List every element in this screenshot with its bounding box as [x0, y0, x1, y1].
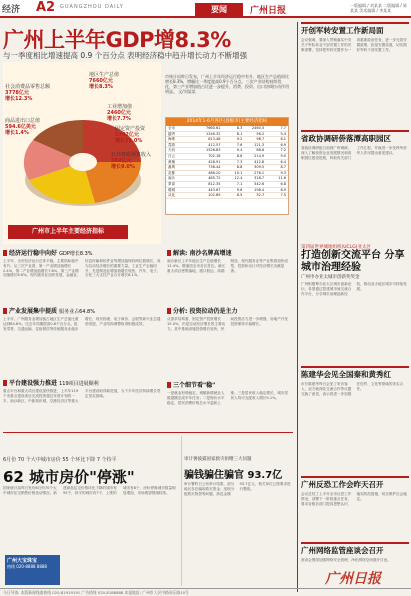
table-cell: 南沙: [168, 176, 175, 181]
section-title[interactable]: 分析: 投资拉动仍是主力: [167, 306, 291, 315]
table-cell: 9.0: [280, 153, 287, 158]
infographic-panel: [3, 62, 161, 244]
table-cell: 从化: [168, 193, 175, 198]
right-column: [297, 22, 409, 592]
section-body: 上半年，全市经济运行总体平稳，主要指标稳中有升。从三次产业看，第一产业增加值增长2.4%，第二产业增加值增长7.6%，第三产业增加值增长8.8%。现代服务业加快发展，金融业、信息传输和软件业等增加值保持两位数增长，成为拉动经济增长的重要力量。工业生产企稳回升，先进制造业增加值增长较快，汽车、电子、石化三大支柱产业合计增长8.1%。: [3, 259, 161, 278]
table-cell: 12.4: [234, 176, 243, 181]
table-cell: 309.5: [254, 165, 265, 170]
table-cell: 9.4: [236, 148, 243, 153]
edition-label: GUANGZHOU DAILY: [60, 4, 124, 10]
intro-source: 文/刘某某: [178, 89, 196, 94]
section-title[interactable]: 三个细节看"稳": [167, 380, 291, 389]
section-title[interactable]: [3, 378, 163, 387]
stat-growth: 增长9.0%: [111, 164, 135, 170]
table-cell: 荔湾: [168, 142, 175, 147]
table-cell: 7.2: [280, 148, 287, 153]
story-uclg-kicker: 第四届世界城地组织(UCLG)亚太区: [301, 245, 371, 250]
table-cell: 5.4: [280, 131, 287, 136]
section-title-text: 产业发展集中提质: [9, 308, 58, 315]
table-cell: 全市: [168, 126, 175, 130]
lead-subhead: 与一季度相比增速提高 0.9 个百分点 表明经济稳中趋升增长动力不断增强: [3, 51, 248, 60]
story-network-title[interactable]: 广州网络监管座谈会召开: [301, 542, 409, 556]
story-uclg-sub: 广州申办亚太城市创新奖奖金: [301, 275, 360, 280]
intro-paragraph: [165, 74, 289, 114]
table-cell: 198.4: [254, 187, 265, 192]
stat-label: 商品进出口总值: [5, 118, 41, 124]
stat-value: 1742亿元: [115, 132, 139, 138]
table-cell: 7.1: [236, 181, 243, 186]
table-cell: 8.1: [236, 131, 243, 136]
newspaper-logo: 广州日报: [325, 571, 381, 587]
story-antiterror-title[interactable]: 广州反恐工作会昨天召开: [301, 476, 409, 490]
section-investment: [167, 306, 291, 385]
lead-headline[interactable]: 广州上半年GDP增8.3%: [3, 28, 231, 52]
audit-headline[interactable]: 骗钱骗住骗官 93.7亿: [184, 470, 283, 481]
table-cell: 花都: [168, 170, 175, 175]
stat-label: 公共财政预算收入: [111, 152, 152, 158]
stat-growth: 增长12.3%: [5, 96, 33, 102]
table-cell: 7.6: [236, 142, 243, 147]
table-cell: 88.6: [256, 148, 265, 153]
story-military-body: 会议强调，要深入贯彻落实中央关于军队转业干部安置工作的决策部署，坚持把军转安置作为一项重要政治任务，进一步完善安置政策，拓宽安置渠道，切实做好军转干部安置工作。: [301, 38, 407, 52]
section-nansha: [167, 248, 291, 309]
table-cell: 9.2: [236, 137, 243, 142]
table-cell: 8.8: [236, 165, 243, 170]
table-cell: 8.1: [280, 137, 287, 142]
table-cell: 黄埔: [168, 159, 175, 164]
column-divider: [181, 436, 182, 586]
table-title: 2014年1-6月各区(县级市)主要经济指标: [166, 118, 288, 126]
section-body: 重点平台和重大项目建设加快推进，上半年119个市重点建设项目完成投资超过年度计划的一半，南沙新区、中新知识城、空港经济区等重大平台建设取得新进展，为下半年经济持续增长奠定坚实基础。: [3, 389, 161, 403]
stat-industry: [107, 104, 161, 122]
masthead-mini: 广州日报: [250, 6, 287, 16]
section-body: 上半年，广州服务业增加值占地区生产总值比重达到64.8%，比去年同期提高0.6个百分点。批发零售、交通运输、住宿餐饮等传统服务业稳步增长，现代物流、电子商务、会展等新兴业态蓬勃发展，产业结构调整取得积极成效。: [3, 317, 161, 331]
audit-subhead: 审计署披露国家救灾捐赠三大问题: [184, 457, 252, 462]
table-cell: 天河: [168, 148, 175, 153]
section-title[interactable]: [3, 248, 163, 257]
table-cell: 白云: [168, 153, 175, 158]
section-platform: [3, 378, 163, 433]
table-cell: 812.35: [208, 181, 221, 186]
section-title-text: 平台建设强力推进: [9, 380, 58, 387]
table-cell: 7.5: [280, 193, 287, 198]
stat-value: 2460亿元: [107, 110, 131, 116]
section-economy: [3, 248, 163, 309]
story-antiterror-body: 会议总结了上半年全市反恐工作情况，部署下一阶段重点任务，要求各级各部门提高思想认识，落实防范措施，切实维护社会稳定。: [301, 492, 407, 506]
table-cell: 9.3: [280, 170, 287, 175]
page-number: A2: [36, 0, 56, 15]
table-cell: 6.8: [280, 181, 287, 186]
section-subtitle: 服务业占64.8%: [59, 309, 95, 315]
table-cell: 465.72: [208, 176, 221, 181]
table-cell: 102.89: [208, 193, 221, 198]
section-body: 一是就业形势稳定，城镇新增就业人数超额完成半年任务；二是物价水平稳定，居民消费价格总水平温和上涨；三是居民收入稳定增长，城市居民人均可支配收入增长9.1%。: [167, 391, 288, 405]
table-cell: 412.57: [208, 142, 221, 147]
table-cell: 738.44: [208, 165, 221, 170]
ad-line: 热线 020-8888 8888: [7, 564, 47, 569]
table-cell: 1526.83: [205, 148, 221, 153]
story-uclg-title[interactable]: 打造创新交流平台 分享城市治理经验: [301, 250, 405, 273]
table-cell: 6.4: [280, 159, 287, 164]
table-cell: 542.6: [254, 181, 265, 186]
section-body: 从需求结构看，固定资产投资增长15.0%，仍是拉动经济增长的主要动力。其中基础设施投资增长较快，民间投资活力进一步增强，房地产开发投资保持平稳增长。: [167, 317, 288, 331]
table-cell: 越秀: [168, 131, 175, 136]
table-cell: 214.9: [254, 153, 265, 158]
section-badge: 要闻: [195, 3, 243, 16]
story-mayor-title[interactable]: 陈建华会见全国秦和黄秀红: [301, 366, 409, 380]
table-cell: 6.9: [280, 142, 287, 147]
table-cell: 7660.61: [205, 126, 221, 130]
section-subtitle: GDP增长8.3%: [59, 251, 93, 257]
district-table: [165, 117, 289, 215]
table-cell: 8.3: [236, 126, 243, 130]
table-cell: 11.6: [278, 176, 287, 181]
table-cell: 428.91: [208, 159, 221, 164]
story-cppcc-title[interactable]: 省政协调研侨落潭高职园区: [301, 130, 409, 144]
table-cell: 7.7: [280, 126, 287, 130]
table-cell: 9.6: [236, 187, 243, 192]
stat-value: 7660亿元: [89, 78, 113, 84]
stat-label: 固定资产投资: [115, 126, 146, 132]
section-title-text: 经济运行稳中向好: [9, 250, 58, 257]
table-cell: 276.1: [254, 170, 265, 175]
stat-value: 592亿元: [111, 158, 132, 164]
table-cell: 443.67: [208, 187, 221, 192]
table-cell: 318.7: [254, 176, 265, 181]
table-cell: 2460.5: [251, 126, 265, 130]
story-cppcc-body: 省政协调研组日前到广州调研，深入了解侨资企业发展情况和高职园区建设进展，听取有关部门工作汇报，并就进一步发挥华侨华人作用提出意见建议。: [301, 146, 407, 160]
table-cell: 613.48: [208, 137, 221, 142]
housing-body: 国家统计局昨日发布6月份70个大中城市住宅销售价格变动情况，新建商品住宅价格环比下降的城市有55个，持平的城市有7个，上涨的城市有8个，房价停涨城市数量明显增加，市场观望情绪较浓。: [3, 486, 176, 495]
table-cell: 10.1: [234, 170, 243, 175]
page-label: 经济: [2, 5, 21, 15]
story-network-body: 座谈会围绕加强网络安全管理，净化网络空间展开讨论。: [301, 558, 391, 562]
story-mayor-body: 市长陈建华昨日会见了来访客人，双方就深化交流合作等议题交换了意见，表示将进一步加强在经贸、文化等领域的务实合作。: [301, 382, 404, 396]
table-cell: 海珠: [168, 137, 175, 142]
stat-label: 社会消费品零售总额: [5, 84, 51, 90]
pie-center: [69, 153, 97, 171]
story-uclg-body: 广州积极筹办亚太区城市创新论坛，希望通过搭建城市间交流合作平台，分享城市治理创新经验，推动亚太地区城市可持续发展。: [301, 282, 407, 296]
section-divider: [3, 432, 293, 433]
housing-subhead: 6月份 70 个大中城市房价 55 个环比下降 7 个持平: [3, 457, 117, 463]
table-cell: 8.7: [280, 165, 287, 170]
table-cell: 番禺: [168, 165, 175, 170]
stat-growth: 增长15.0%: [115, 138, 143, 144]
table-cell: 7.3: [236, 159, 243, 164]
section-title[interactable]: 解读: 南沙名牌高增速: [167, 248, 291, 257]
stat-gdp: [89, 72, 159, 90]
jewelry-ad[interactable]: [5, 555, 60, 585]
stat-growth: 增长7.7%: [107, 116, 131, 122]
table-cell: 增城: [168, 187, 175, 192]
table-cell: 121.3: [254, 142, 265, 147]
stat-value: 3778亿元: [5, 90, 29, 96]
stat-label: 地区生产总值: [89, 72, 120, 78]
section-industry: [3, 306, 163, 381]
audit-body: 审计署昨日公布审计结果，部分地区存在骗取救灾资金、违规分配救灾物资等问题，涉及金额93.7亿元，相关单位已按要求进行整改。: [184, 482, 291, 496]
stat-value: 594.6亿美元: [5, 124, 36, 130]
table-row: [166, 193, 288, 199]
section-subtitle: 119项目进展顺利: [59, 381, 99, 387]
table-cell: 98.7: [256, 137, 265, 142]
page-footer: 今日导读: 本版新闻线索热线 020-81919191 广告热线 020-8188888 本报地址: 广州市人民中路同乐路10号: [0, 588, 411, 596]
table-cell: 56.2: [256, 131, 265, 136]
section-stable: [167, 380, 291, 435]
table-cell: 8.6: [236, 153, 243, 158]
stat-label: 工业增加值: [107, 104, 133, 110]
stat-growth: 增长1.4%: [5, 130, 29, 136]
infographic-title: 广州市上半年主要经济指标: [8, 225, 128, 239]
ad-title: 广州大宝珠宝: [7, 558, 38, 564]
stat-retail: [5, 84, 65, 102]
stat-growth: 增长8.3%: [89, 84, 113, 90]
table-cell: 萝岗: [168, 181, 175, 186]
table-cell: 8.5: [236, 193, 243, 198]
table-cell: 8.9: [280, 187, 287, 192]
table-cell: 486.20: [208, 170, 221, 175]
table-cell: 32.7: [256, 193, 265, 198]
table-cell: 412.8: [254, 159, 265, 164]
stat-investment: [115, 126, 161, 144]
stat-revenue: [111, 152, 161, 170]
story-military-title[interactable]: 开创军转安置工作新局面: [301, 22, 409, 36]
housing-headline[interactable]: 62 城市房价"停涨": [3, 468, 135, 486]
intro-text: 市统计局昨日发布，广州上半年经济运行稳中有升，地区生产总值同比增长8.3%，增幅比一季度提高0.9个百分点。三次产业结构持续优化，第三产业增加值占比进一步提升，消费、投资、出口协调拉动作用明显。: [165, 74, 289, 94]
section-body: 南沙新区上半年地区生产总值增长12.4%，增速居全市各区首位。新区重大项目密集落地，港口航运、高端制造、现代服务业等产业集群加快成型，投资和出口对经济增长贡献显著。: [167, 259, 288, 273]
section-title[interactable]: [3, 306, 163, 315]
table-body: [166, 126, 288, 199]
table-cell: 702.16: [208, 153, 221, 158]
table-cell: 1246.32: [205, 131, 221, 136]
editor-meta: 一版编辑 / 刘某某 二版编辑 / 陈某某 美术编辑 / 李某某: [350, 3, 408, 13]
stat-trade: [5, 118, 61, 136]
